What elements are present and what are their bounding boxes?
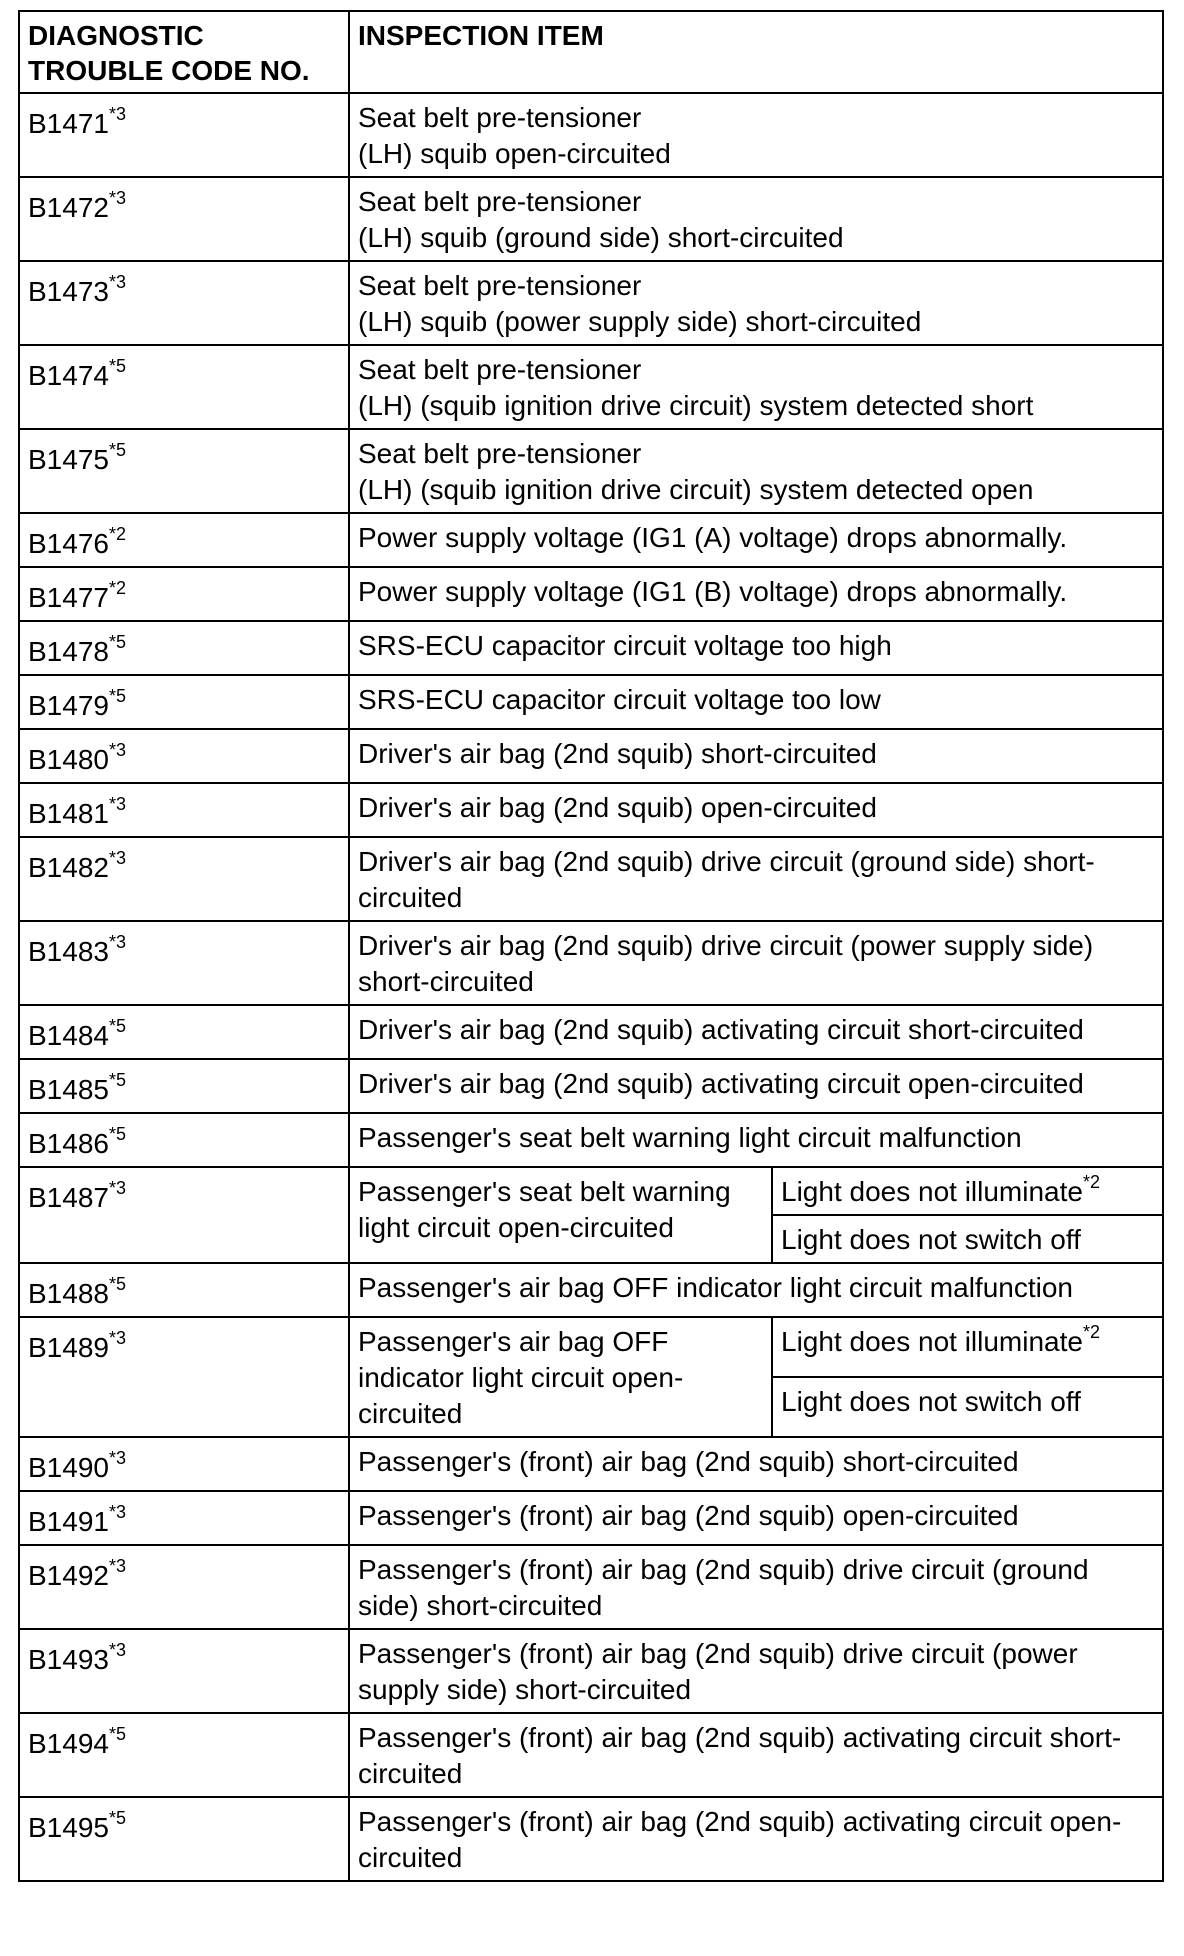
dtc-code-cell — [19, 921, 349, 1005]
inspection-item-cell — [349, 1629, 1163, 1713]
inspection-item-cell — [349, 1545, 1163, 1629]
dtc-code: B1484 — [28, 1020, 109, 1051]
table-row — [19, 621, 1163, 675]
table-row — [19, 177, 1163, 261]
dtc-code-cell — [19, 1491, 349, 1545]
table-row — [19, 1059, 1163, 1113]
inspection-item-cell — [349, 261, 1163, 345]
dtc-code-cell — [19, 1113, 349, 1167]
dtc-code-note: *2 — [108, 524, 126, 544]
dtc-code-cell — [19, 1059, 349, 1113]
dtc-code: B1479 — [28, 690, 109, 721]
dtc-code-note: *3 — [108, 932, 126, 952]
dtc-code: B1478 — [28, 636, 109, 667]
dtc-code: B1486 — [28, 1128, 109, 1159]
dtc-code: B1476 — [28, 528, 109, 559]
inspection-item: Seat belt pre-tensioner (LH) squib (power supply side) short-circuited — [358, 270, 922, 337]
header-code: DIAGNOSTIC TROUBLE CODE NO. — [19, 11, 349, 93]
dtc-code-cell — [19, 675, 349, 729]
inspection-item-cell — [349, 921, 1163, 1005]
inspection-item: Power supply voltage (IG1 (A) voltage) drops abnormally. — [358, 522, 1068, 553]
sub-condition-cell — [772, 1317, 1163, 1377]
dtc-code-note: *2 — [108, 578, 126, 598]
inspection-item-cell — [349, 567, 1163, 621]
dtc-code-note: *5 — [108, 440, 126, 460]
dtc-code: B1488 — [28, 1278, 109, 1309]
sub-condition: Light does not illuminate — [781, 1326, 1083, 1357]
inspection-item-cell — [349, 1263, 1163, 1317]
table-row — [19, 1113, 1163, 1167]
table-row — [19, 261, 1163, 345]
dtc-code-note: *5 — [108, 1808, 126, 1828]
dtc-code: B1490 — [28, 1452, 109, 1483]
table-row — [19, 1263, 1163, 1317]
table-row — [19, 1797, 1163, 1881]
dtc-code-note: *3 — [108, 1502, 126, 1522]
dtc-code-cell — [19, 1545, 349, 1629]
dtc-code-note: *5 — [108, 1070, 126, 1090]
inspection-item: Driver's air bag (2nd squib) activating circuit short-circuited — [358, 1014, 1084, 1045]
dtc-code-note: *5 — [108, 1274, 126, 1294]
dtc-code-cell — [19, 429, 349, 513]
inspection-item-cell — [349, 675, 1163, 729]
inspection-item: Seat belt pre-tensioner (LH) squib open-circuited — [358, 102, 671, 169]
inspection-item: Passenger's seat belt warning light circuit open-circuited — [358, 1176, 731, 1243]
dtc-code: B1483 — [28, 936, 109, 967]
inspection-item-cell — [349, 345, 1163, 429]
dtc-code-cell — [19, 261, 349, 345]
dtc-code: B1475 — [28, 444, 109, 475]
inspection-item-cell — [349, 1059, 1163, 1113]
inspection-item-cell — [349, 783, 1163, 837]
dtc-code-cell — [19, 729, 349, 783]
table-row — [19, 1437, 1163, 1491]
inspection-item-cell — [349, 1167, 772, 1263]
inspection-item: Driver's air bag (2nd squib) short-circuited — [358, 738, 877, 769]
inspection-item: Passenger's (front) air bag (2nd squib) open-circuited — [358, 1500, 1019, 1531]
inspection-item: Passenger's (front) air bag (2nd squib) short-circuited — [358, 1446, 1019, 1477]
dtc-code-cell — [19, 567, 349, 621]
header-inspection-item: INSPECTION ITEM — [349, 11, 1163, 93]
dtc-code: B1482 — [28, 852, 109, 883]
inspection-item-cell — [349, 513, 1163, 567]
inspection-item: Driver's air bag (2nd squib) drive circuit (power supply side) short-circuited — [358, 930, 1094, 997]
inspection-item: SRS-ECU capacitor circuit voltage too high — [358, 630, 892, 661]
table-row — [19, 93, 1163, 177]
inspection-item: Passenger's air bag OFF indicator light circuit open-circuited — [358, 1326, 684, 1429]
dtc-code: B1492 — [28, 1560, 109, 1591]
dtc-code-cell — [19, 1437, 349, 1491]
sub-condition: Light does not switch off — [781, 1386, 1081, 1417]
inspection-item-cell — [349, 1797, 1163, 1881]
dtc-code-cell — [19, 1797, 349, 1881]
sub-condition-cell — [772, 1167, 1163, 1215]
dtc-code: B1491 — [28, 1506, 109, 1537]
inspection-item: SRS-ECU capacitor circuit voltage too low — [358, 684, 881, 715]
inspection-item: Driver's air bag (2nd squib) open-circuited — [358, 792, 877, 823]
table-row — [19, 567, 1163, 621]
table-row — [19, 1713, 1163, 1797]
dtc-code: B1471 — [28, 108, 109, 139]
inspection-item-cell — [349, 729, 1163, 783]
dtc-code-note: *3 — [108, 1178, 126, 1198]
inspection-item: Passenger's air bag OFF indicator light circuit malfunction — [358, 1272, 1073, 1303]
dtc-code: B1495 — [28, 1812, 109, 1843]
dtc-code: B1481 — [28, 798, 109, 829]
dtc-code: B1472 — [28, 192, 109, 223]
dtc-code-cell — [19, 837, 349, 921]
dtc-code: B1489 — [28, 1332, 109, 1363]
dtc-code: B1485 — [28, 1074, 109, 1105]
dtc-code-note: *3 — [108, 1328, 126, 1348]
inspection-item-cell — [349, 1317, 772, 1437]
inspection-item: Passenger's seat belt warning light circuit malfunction — [358, 1122, 1022, 1153]
dtc-code: B1480 — [28, 744, 109, 775]
dtc-code-cell — [19, 1713, 349, 1797]
dtc-code-cell — [19, 1005, 349, 1059]
dtc-body — [19, 93, 1163, 1881]
table-row — [19, 429, 1163, 513]
inspection-item-cell — [349, 1491, 1163, 1545]
inspection-item-cell — [349, 1713, 1163, 1797]
dtc-code-note: *3 — [108, 848, 126, 868]
inspection-item-cell — [349, 93, 1163, 177]
dtc-code-note: *3 — [108, 740, 126, 760]
dtc-code-cell — [19, 1629, 349, 1713]
dtc-code: B1477 — [28, 582, 109, 613]
dtc-code-cell — [19, 621, 349, 675]
inspection-item-cell — [349, 1005, 1163, 1059]
inspection-item: Passenger's (front) air bag (2nd squib) drive circuit (power supply side) short-circuited — [358, 1638, 1078, 1705]
dtc-code-note: *3 — [108, 104, 126, 124]
table-row — [19, 1167, 1163, 1215]
inspection-item-cell — [349, 837, 1163, 921]
inspection-item: Driver's air bag (2nd squib) activating circuit open-circuited — [358, 1068, 1084, 1099]
dtc-code-cell — [19, 513, 349, 567]
table-row — [19, 837, 1163, 921]
sub-condition-cell — [772, 1215, 1163, 1263]
table-row — [19, 1317, 1163, 1377]
header-row — [19, 11, 1163, 93]
dtc-code-note: *5 — [108, 1016, 126, 1036]
dtc-code-cell — [19, 345, 349, 429]
dtc-code-note: *3 — [108, 1640, 126, 1660]
dtc-code: B1474 — [28, 360, 109, 391]
inspection-item: Passenger's (front) air bag (2nd squib) activating circuit short-circuited — [358, 1722, 1122, 1789]
inspection-item-cell — [349, 1113, 1163, 1167]
inspection-item: Power supply voltage (IG1 (B) voltage) drops abnormally. — [358, 576, 1068, 607]
inspection-item: Seat belt pre-tensioner (LH) squib (ground side) short-circuited — [358, 186, 844, 253]
sub-condition-cell — [772, 1377, 1163, 1437]
dtc-code-note: *5 — [108, 686, 126, 706]
inspection-item: Driver's air bag (2nd squib) drive circuit (ground side) short-circuited — [358, 846, 1095, 913]
table-row — [19, 1545, 1163, 1629]
dtc-code-note: *3 — [108, 794, 126, 814]
dtc-table — [18, 10, 1164, 1882]
inspection-item-cell — [349, 429, 1163, 513]
inspection-item: Passenger's (front) air bag (2nd squib) drive circuit (ground side) short-circuited — [358, 1554, 1089, 1621]
sub-condition: Light does not switch off — [781, 1224, 1081, 1255]
dtc-code: B1494 — [28, 1728, 109, 1759]
table-row — [19, 729, 1163, 783]
table-row — [19, 921, 1163, 1005]
dtc-code-note: *3 — [108, 188, 126, 208]
inspection-item: Seat belt pre-tensioner (LH) (squib ignition drive circuit) system detected short — [358, 354, 1034, 421]
inspection-item-cell — [349, 177, 1163, 261]
inspection-item: Passenger's (front) air bag (2nd squib) activating circuit open-circuited — [358, 1806, 1122, 1873]
table-row — [19, 1005, 1163, 1059]
sub-condition-note: *2 — [1082, 1172, 1100, 1192]
table-row — [19, 513, 1163, 567]
sub-condition-note: *2 — [1082, 1322, 1100, 1342]
dtc-code-note: *3 — [108, 1556, 126, 1576]
table-row — [19, 783, 1163, 837]
dtc-code: B1487 — [28, 1182, 109, 1213]
table-row — [19, 675, 1163, 729]
dtc-code-note: *3 — [108, 1448, 126, 1468]
dtc-code-note: *3 — [108, 272, 126, 292]
inspection-item-cell — [349, 1437, 1163, 1491]
dtc-code-cell — [19, 1263, 349, 1317]
inspection-item-cell — [349, 621, 1163, 675]
dtc-code-note: *5 — [108, 1724, 126, 1744]
dtc-code-cell — [19, 177, 349, 261]
dtc-code-note: *5 — [108, 632, 126, 652]
dtc-code-cell — [19, 1317, 349, 1437]
dtc-code: B1493 — [28, 1644, 109, 1675]
table-row — [19, 1629, 1163, 1713]
dtc-code: B1473 — [28, 276, 109, 307]
table-row — [19, 345, 1163, 429]
inspection-item: Seat belt pre-tensioner (LH) (squib ignition drive circuit) system detected open — [358, 438, 1034, 505]
dtc-code-note: *5 — [108, 356, 126, 376]
table-row — [19, 1491, 1163, 1545]
dtc-code-cell — [19, 783, 349, 837]
sub-condition: Light does not illuminate — [781, 1176, 1083, 1207]
dtc-code-cell — [19, 1167, 349, 1263]
dtc-code-note: *5 — [108, 1124, 126, 1144]
dtc-code-cell — [19, 93, 349, 177]
